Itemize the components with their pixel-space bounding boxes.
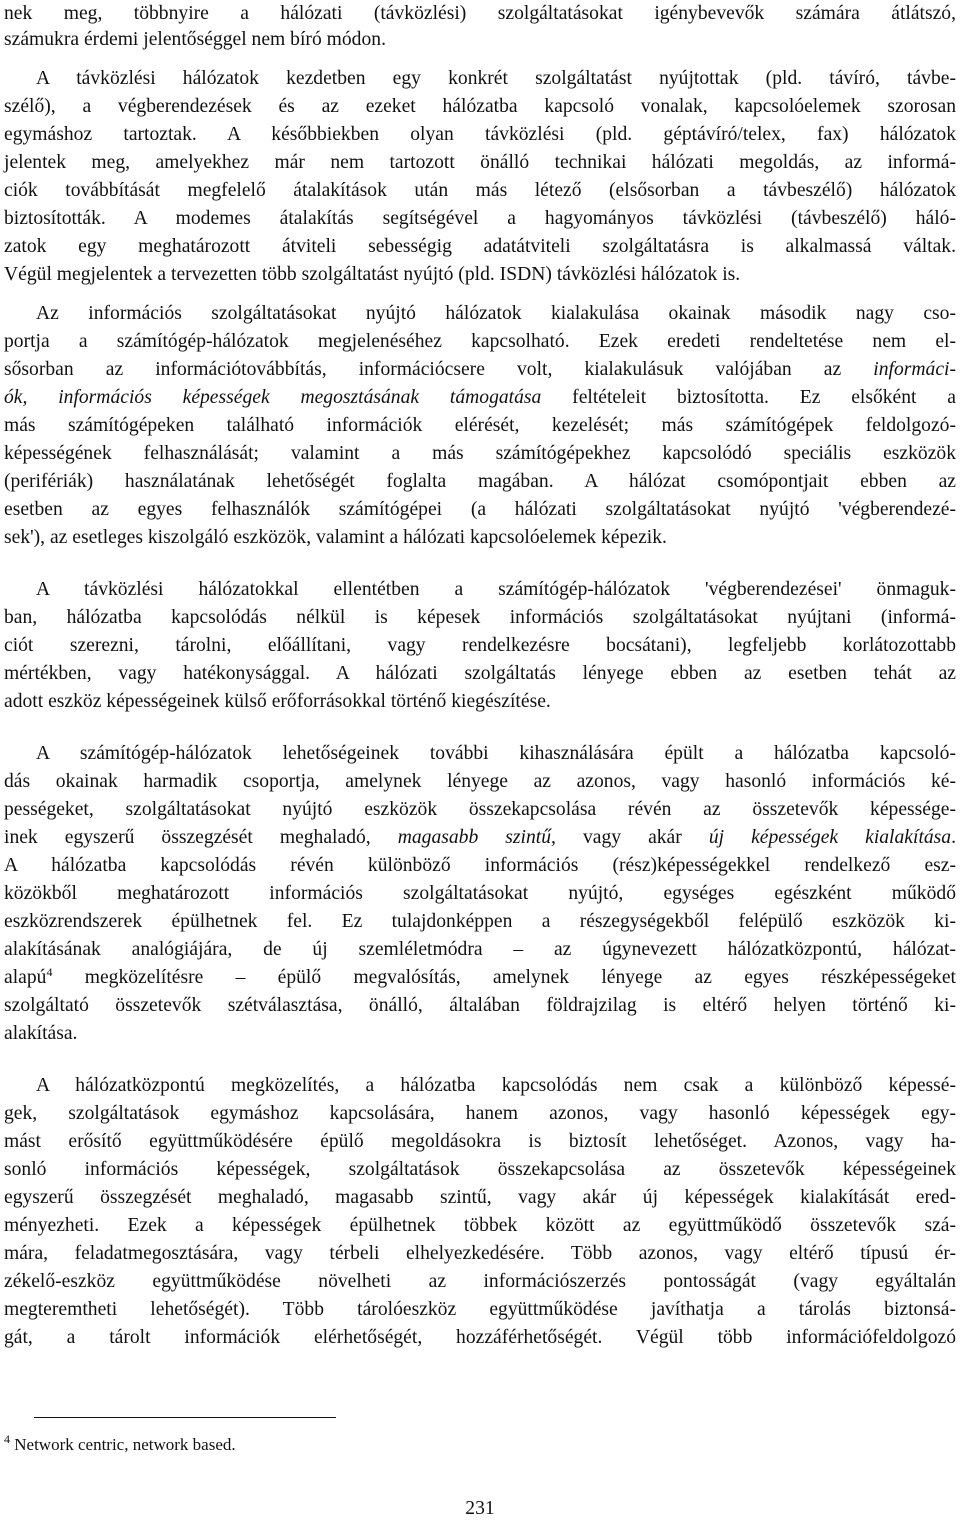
text-line: nek meg, többnyire a hálózati (távközlési) szolgáltatásokat igénybevevők számára átlátszó,: [4, 3, 956, 24]
text-line: szélő), a végberendezések és az ezeket hálózatba kapcsoló vonalak, kapcsolóelemek szorosan: [4, 96, 956, 117]
text-line: esetben az egyes felhasználók számítógépei (a hálózati szolgáltatásokat nyújtó 'végberendezé-: [4, 499, 956, 520]
text-line: alakításának analógiájára, de új szemléletmódra – az úgynevezett hálózatközpontú, hálózat-: [4, 939, 956, 960]
text-line: jelentek meg, amelyekhez már nem tartozott önálló technikai hálózati megoldás, az informá-: [4, 152, 956, 173]
text-line: mára, feladatmegosztására, vagy térbeli elhelyezkedésére. Több azonos, vagy eltérő típusú ér-: [4, 1243, 956, 1264]
text-line: számukra érdemi jelentőséggel nem bíró módon.: [4, 29, 386, 50]
footnote-separator: [34, 1417, 336, 1418]
text-line: képességének felhasználását; valamint a más számítógépekhez kapcsolódó speciális eszközök: [4, 443, 956, 464]
italic-fragment: informáci-: [873, 359, 956, 380]
text-line: Végül megjelentek a tervezetten több szolgáltatást nyújtó (pld. ISDN) távközlési hálózatok is.: [4, 264, 741, 285]
page-number: 231: [465, 1498, 495, 1519]
text-line: [4, 825, 956, 851]
text-fragment: sősorban az információtovábbítás, információcsere volt, kialakulásuk valójában az: [4, 359, 874, 380]
text-line: más számítógépeken található információk elérését, kezelését; más számítógépek feldolgozó-: [4, 415, 956, 436]
text-line: ményezheti. Ezek a képességek épülhetnek többek között az együttműködő összetevők szá-: [4, 1215, 956, 1236]
text-line: gát, a tárolt információk elérhetőségét, hozzáférhetőségét. Végül több információfeldolgozó: [4, 1327, 956, 1348]
text-line: eszközrendszerek épülhetnek fel. Ez tulajdonképpen a részegységekből felépülő eszközök ki-: [4, 911, 956, 932]
footnote-reference: 4: [46, 965, 53, 979]
text-line: alakítása.: [4, 1023, 78, 1044]
text-line: egyszerű összegzését meghaladó, magasabb szintű, vagy akár új képességek kialakítását ered-: [4, 1187, 956, 1208]
footnote: [4, 1434, 236, 1456]
text-line: A távközlési hálózatok kezdetben egy konkrét szolgáltatást nyújtottak (pld. távíró, távbe-: [36, 68, 956, 89]
text-line: A hálózatközpontú megközelítés, a hálózatba kapcsolódás nem csak a különböző képessé-: [36, 1075, 956, 1096]
italic-fragment: magasabb szintű,: [397, 827, 556, 848]
text-line: portja a számítógép-hálózatok megjelenéséhez kapcsolható. Ezek eredeti rendeltetése nem el-: [4, 331, 956, 352]
text-line: A hálózatba kapcsolódás révén különböző információs (rész)képességekkel rendelkező esz-: [4, 855, 956, 876]
text-fragment: vagy akár: [555, 827, 709, 848]
text-line: egymáshoz tartoztak. A későbbiekben olyan távközlési (pld. géptávíró/telex, fax) hálózatok: [4, 124, 956, 145]
text-line: [4, 385, 956, 411]
text-line: közökből meghatározott információs szolgáltatásokat nyújtó, egységes egészként működő: [4, 883, 956, 904]
text-line: ban, hálózatba kapcsolódás nélkül is képesek információs szolgáltatásokat nyújtani (informá-: [4, 607, 956, 628]
text-line: [4, 965, 956, 991]
text-line: dás okainak harmadik csoportja, amelynek lényege az azonos, vagy hasonló információs ké-: [4, 771, 956, 792]
footnote-number: 4: [4, 1432, 10, 1446]
text-line: megteremtheti lehetőségét). Több tárolóeszköz együttműködése javíthatja a tárolás biztonsá-: [4, 1299, 956, 1320]
text-fragment: inek egyszerű összegzését meghaladó,: [4, 827, 398, 848]
text-line: (perifériák) használatának lehetőségét foglalta magában. A hálózat csomópontjait ebben az: [4, 471, 956, 492]
text-line: ciók továbbítását megfelelő átalakítások után más létező (elsősorban a távbeszélő) hálózatok: [4, 180, 956, 201]
footnote-text: Network centric, network based.: [10, 1435, 236, 1454]
text-line: biztosították. A modemes átalakítás segítségével a hagyományos távközlési (távbeszélő) háló-: [4, 208, 956, 229]
text-line: szolgáltató összetevők szétválasztása, önálló, általában földrajzilag is eltérő helyen történő ki-: [4, 995, 956, 1016]
text-fragment: feltételeit biztosította. Ez elsőként a: [541, 387, 956, 408]
text-line: adott eszköz képességeinek külső erőforrásokkal történő kiegészítése.: [4, 691, 551, 712]
text-line: mértékben, vagy hatékonysággal. A hálózati szolgáltatás lényege ebben az esetben tehát az: [4, 663, 956, 684]
text-line: zatok egy meghatározott átviteli sebességig adatátviteli szolgáltatásra is alkalmassá váltak.: [4, 236, 956, 257]
text-line: pességeket, szolgáltatásokat nyújtó eszközök összekapcsolása révén az összetevők képessége-: [4, 799, 956, 820]
italic-fragment: ók, információs képességek megosztásának támogatása: [4, 387, 542, 408]
text-fragment: .: [951, 827, 957, 848]
text-fragment: megközelítésre – épülő megvalósítás, amelynek lényege az egyes részképességeket: [52, 967, 956, 988]
text-line: A számítógép-hálózatok lehetőségeinek további kihasználására épült a hálózatba kapcsoló-: [36, 743, 956, 764]
text-line: [4, 357, 956, 383]
text-fragment: alapú: [4, 967, 47, 988]
text-line: sonló információs képességek, szolgáltatások összekapcsolása az összetevők képességeinek: [4, 1159, 956, 1180]
text-line: sek'), az esetleges kiszolgáló eszközök, valamint a hálózati kapcsolóelemek képezik.: [4, 527, 667, 548]
text-line: mást erősítő együttműködésére épülő megoldásokra is biztosít lehetőséget. Azonos, vagy ha-: [4, 1131, 956, 1152]
text-line: ciót szerezni, tárolni, előállítani, vagy rendelkezésre bocsátani), legfeljebb korlátozottabb: [4, 635, 956, 656]
text-line: Az információs szolgáltatásokat nyújtó hálózatok kialakulása okainak második nagy cso-: [36, 303, 956, 324]
text-line: zékelő-eszköz együttműködése növelheti az információszerzés pontosságát (vagy egyáltalán: [4, 1271, 956, 1292]
text-line: A távközlési hálózatokkal ellentétben a számítógép-hálózatok 'végberendezései' önmaguk-: [36, 579, 956, 600]
text-line: gek, szolgáltatások egymáshoz kapcsolására, hanem azonos, vagy hasonló képességek egy-: [4, 1103, 956, 1124]
italic-fragment: új képességek kialakítása: [708, 827, 952, 848]
